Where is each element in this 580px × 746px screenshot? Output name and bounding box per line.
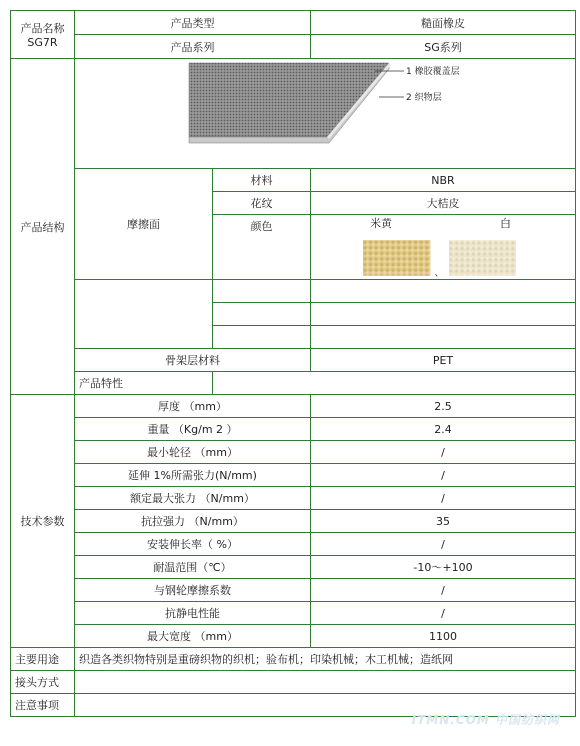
watermark: ITMN.COM 中国纺织网 xyxy=(411,713,560,727)
layer-diagram xyxy=(79,59,578,165)
empty-cell xyxy=(213,326,311,349)
table-row xyxy=(11,510,576,533)
table-row xyxy=(11,395,576,418)
product-name-label: 产品名称 xyxy=(20,22,65,35)
param-name: 最大宽度 （mm） xyxy=(75,625,311,648)
skeleton-material-label: 骨架层材料 xyxy=(75,349,311,372)
param-value: 2.5 xyxy=(311,395,576,418)
material-value: NBR xyxy=(311,169,576,192)
empty-cell xyxy=(311,326,576,349)
features-label: 产品特性 xyxy=(75,372,213,395)
spec-table xyxy=(10,10,576,717)
param-name: 抗静电性能 xyxy=(75,602,311,625)
product-name-value: SG7R xyxy=(27,36,58,49)
color-value-cell xyxy=(311,215,576,280)
white-swatch xyxy=(449,239,517,277)
joint-value xyxy=(75,671,576,694)
param-value: / xyxy=(311,464,576,487)
table-row xyxy=(11,418,576,441)
param-value: / xyxy=(311,602,576,625)
empty-cell xyxy=(311,303,576,326)
param-value: 2.4 xyxy=(311,418,576,441)
param-name: 与钢轮摩擦系数 xyxy=(75,579,311,602)
product-type-value: 糙面橡皮 xyxy=(311,11,576,35)
color-white-label: 白 xyxy=(500,217,511,230)
pattern-label: 花纹 xyxy=(213,192,311,215)
layer2-label: 2 织物层 xyxy=(406,93,442,103)
color-beige-label: 米黄 xyxy=(370,217,392,230)
product-type-label: 产品类型 xyxy=(75,11,311,35)
param-name: 额定最大张力 （N/mm） xyxy=(75,487,311,510)
usage-value: 织造各类织物特别是重磅织物的织机；验布机；印染机械；木工机械；造纸网 xyxy=(75,648,576,671)
product-name-cell xyxy=(11,11,75,59)
table-row xyxy=(11,602,576,625)
product-series-value: SG系列 xyxy=(311,35,576,59)
pattern-value: 大桔皮 xyxy=(311,192,576,215)
empty-cell xyxy=(213,303,311,326)
material-label: 材料 xyxy=(213,169,311,192)
param-value: -10～+100 xyxy=(311,556,576,579)
structure-diagram-cell xyxy=(75,59,576,169)
param-value: / xyxy=(311,579,576,602)
table-row xyxy=(11,556,576,579)
layer1-label: 1 橡胶覆盖层 xyxy=(406,67,460,77)
param-name: 耐温范围（℃） xyxy=(75,556,311,579)
tech-params-label: 技术参数 xyxy=(11,395,75,648)
param-value: 1100 xyxy=(311,625,576,648)
table-row xyxy=(11,487,576,510)
friction-surface-label: 摩擦面 xyxy=(75,169,213,280)
color-label: 颜色 xyxy=(213,215,311,280)
empty-cell xyxy=(213,280,311,303)
usage-label: 主要用途 xyxy=(11,648,75,671)
product-series-label: 产品系列 xyxy=(75,35,311,59)
table-row xyxy=(11,441,576,464)
joint-label: 接头方式 xyxy=(11,671,75,694)
param-name: 最小轮径 （mm） xyxy=(75,441,311,464)
param-name: 厚度 （mm） xyxy=(75,395,311,418)
spec-sheet xyxy=(10,10,575,740)
notes-label: 注意事项 xyxy=(11,694,75,717)
param-value: / xyxy=(311,533,576,556)
param-name: 安装伸长率（ %） xyxy=(75,533,311,556)
param-name: 延伸 1%所需张力(N/mm) xyxy=(75,464,311,487)
skeleton-material-value: PET xyxy=(311,349,576,372)
table-row xyxy=(11,579,576,602)
param-value: / xyxy=(311,441,576,464)
structure-label: 产品结构 xyxy=(11,59,75,395)
empty-cell xyxy=(311,280,576,303)
table-row xyxy=(11,464,576,487)
param-name: 抗拉强力 （N/mm） xyxy=(75,510,311,533)
param-value: 35 xyxy=(311,510,576,533)
features-value xyxy=(213,372,576,395)
param-name: 重量 （Kg/m 2 ） xyxy=(75,418,311,441)
param-value: / xyxy=(311,487,576,510)
swatch-separator: 、 xyxy=(434,268,445,279)
table-row xyxy=(11,533,576,556)
table-row xyxy=(11,625,576,648)
empty-structure-cell xyxy=(75,280,213,349)
beige-swatch xyxy=(363,239,431,277)
